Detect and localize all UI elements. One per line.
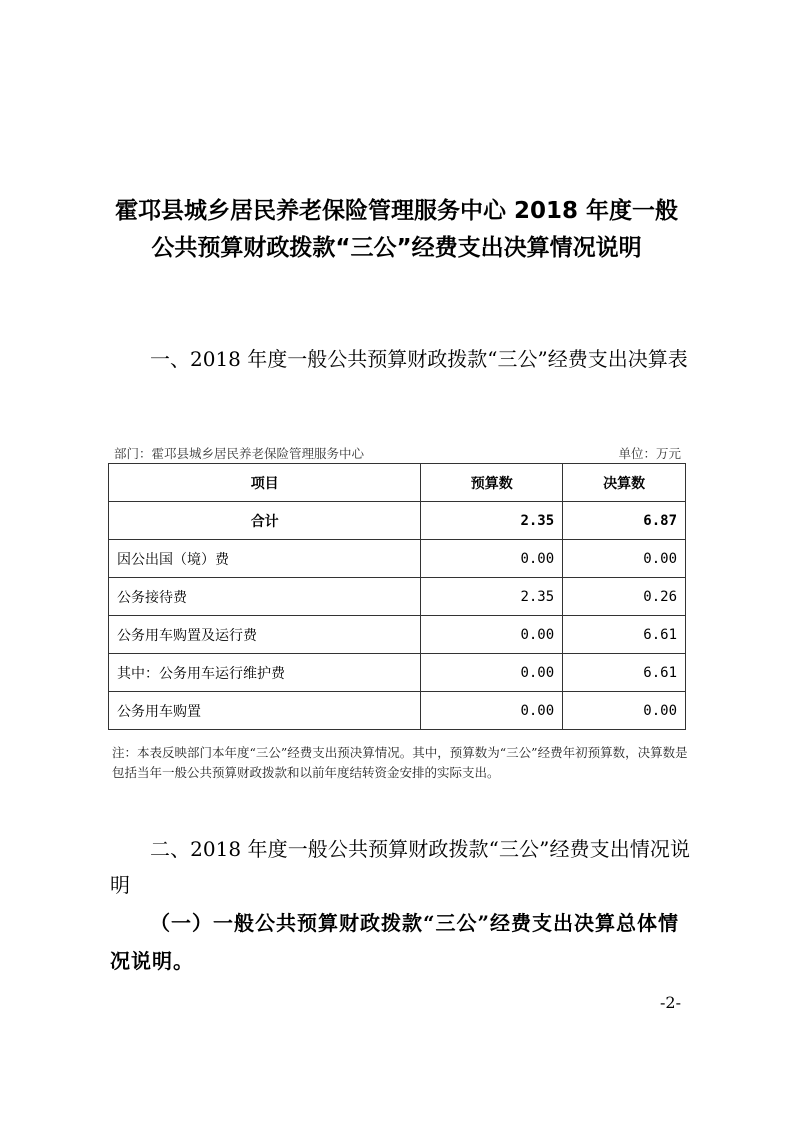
table-row: [109, 578, 686, 616]
row-budget: 2.35: [421, 578, 563, 616]
section-one-heading: 一、2018 年度一般公共预算财政拨款“三公”经费支出决算表: [150, 347, 688, 371]
row-final: 0.26: [563, 578, 686, 616]
row-item: 公务接待费: [109, 578, 421, 616]
row-final: 0.00: [563, 540, 686, 578]
three-public-expenses-table: [108, 463, 686, 730]
document-title-line-1: 霍邛县城乡居民养老保险管理服务中心 2018 年度一般: [114, 198, 679, 224]
table-row-total: [109, 502, 686, 540]
table-note: 注：本表反映部门本年度“三公”经费支出预决算情况。其中，预算数为“三公”经费年初预算数，决算数是包括当年一般公共预算财政拨款和以前年度结转资金安排的实际支出。: [112, 745, 688, 780]
row-budget: 0.00: [421, 540, 563, 578]
page-number: -2-: [660, 993, 681, 1012]
row-item: 公务用车购置: [109, 692, 421, 730]
table-row: [109, 692, 686, 730]
row-budget: 2.35: [421, 502, 563, 540]
header-final: 决算数: [563, 464, 686, 502]
row-budget: 0.00: [421, 616, 563, 654]
row-item: 其中：公务用车运行维护费: [109, 654, 421, 692]
table-row: [109, 616, 686, 654]
row-final: 6.61: [563, 654, 686, 692]
section-two-heading: 二、2018 年度一般公共预算财政拨款“三公”经费支出情况说明: [110, 837, 690, 897]
table-row: [109, 654, 686, 692]
row-final: 6.61: [563, 616, 686, 654]
row-item: 合计: [109, 502, 421, 540]
row-budget: 0.00: [421, 654, 563, 692]
row-final: 6.87: [563, 502, 686, 540]
row-final: 0.00: [563, 692, 686, 730]
document-title-line-2: 公共预算财政拨款“三公”经费支出决算情况说明: [151, 235, 642, 261]
header-item: 项目: [109, 464, 421, 502]
table-header-row: [109, 464, 686, 502]
row-item: 因公出国（境）费: [109, 540, 421, 578]
table-row: [109, 540, 686, 578]
row-budget: 0.00: [421, 692, 563, 730]
unit-label: 单位：万元: [618, 446, 681, 461]
row-item: 公务用车购置及运行费: [109, 616, 421, 654]
header-budget: 预算数: [421, 464, 563, 502]
subsection-one-heading: （一）一般公共预算财政拨款“三公”经费支出决算总体情况说明。: [110, 911, 680, 973]
department-label: 部门：霍邛县城乡居民养老保险管理服务中心: [114, 446, 365, 461]
